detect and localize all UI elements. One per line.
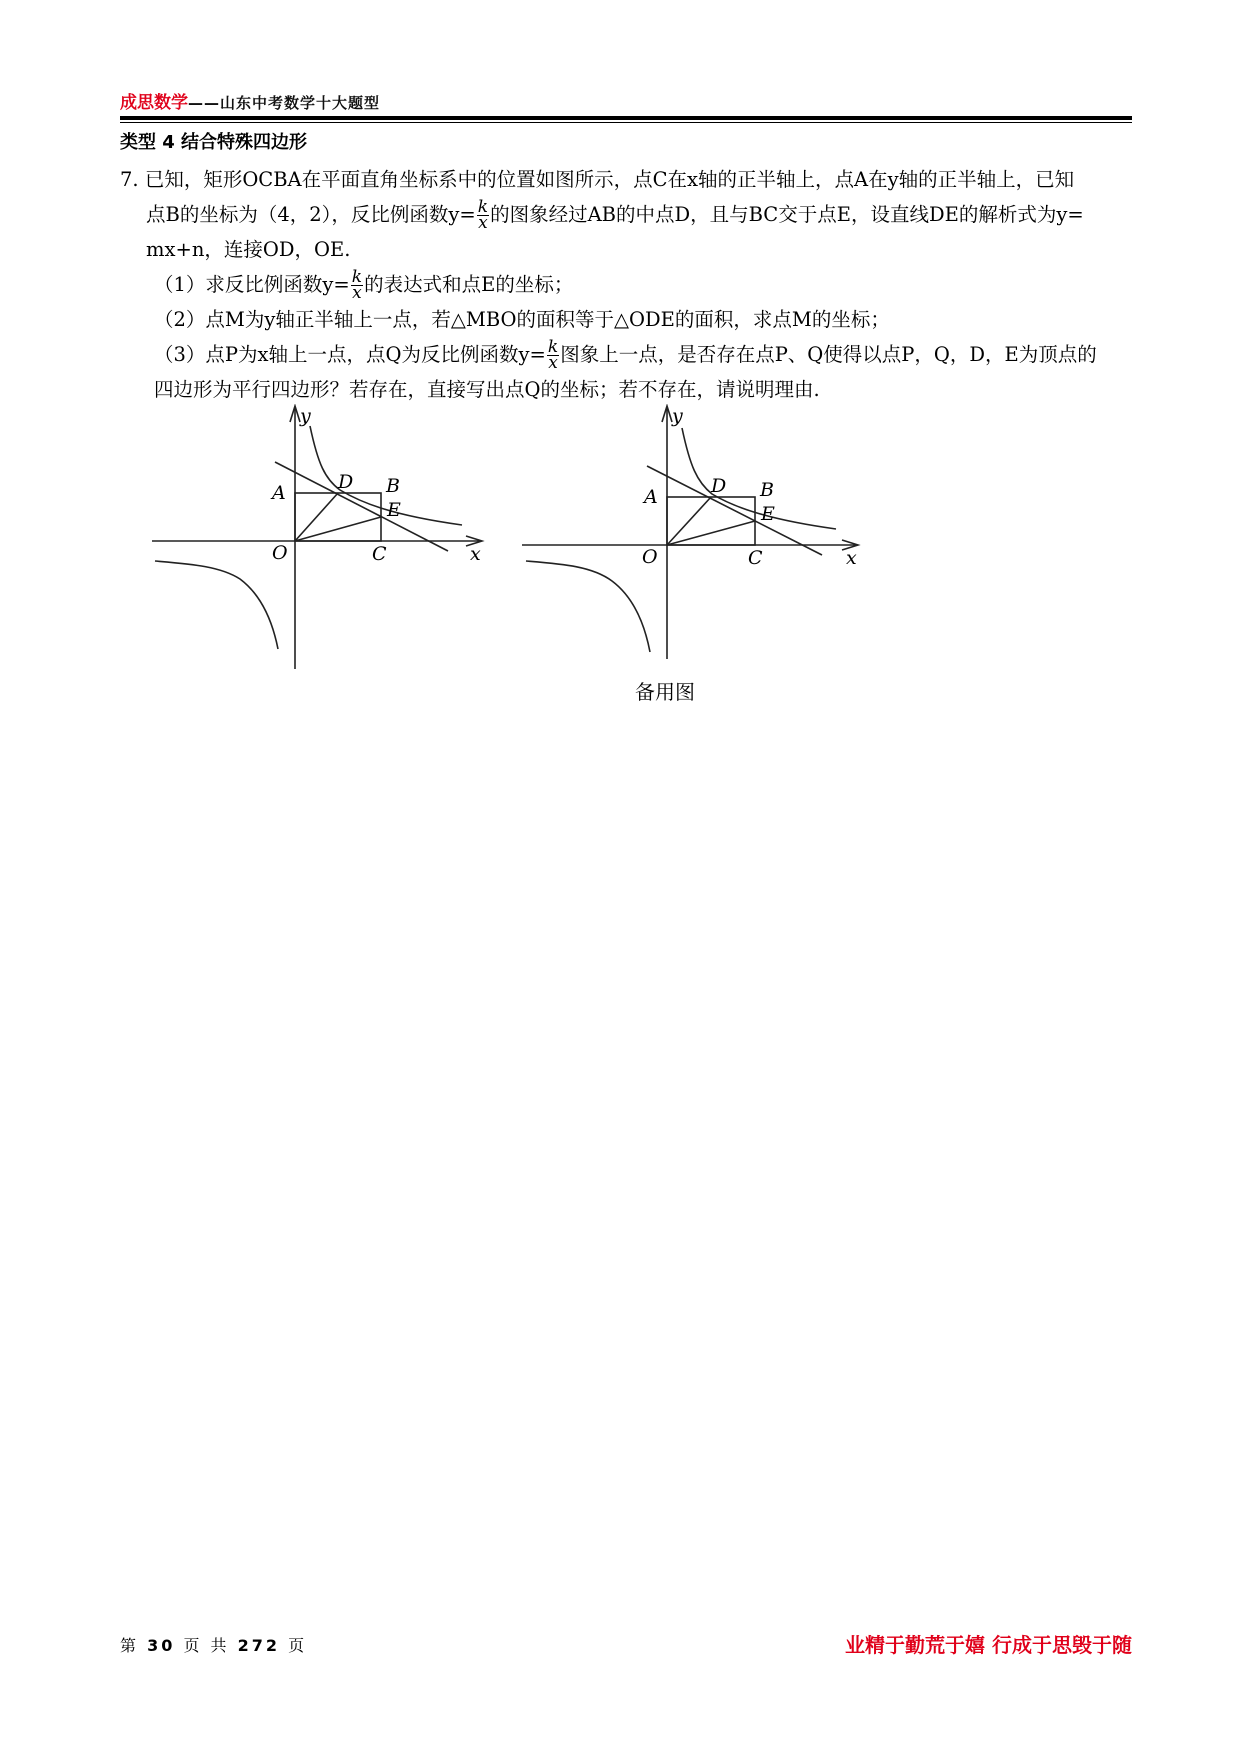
segment-od: [295, 493, 338, 541]
hyperbola-branch-1: [682, 428, 836, 529]
page-footer: [120, 1625, 1132, 1665]
label-b: B: [760, 479, 774, 501]
question-1-text-a: （1）求反比例函数y=: [154, 273, 350, 296]
frac-denominator: x: [352, 283, 362, 303]
label-y: y: [672, 405, 683, 427]
frac-denominator: x: [548, 353, 558, 373]
segment-oe: [295, 517, 381, 541]
problem-line-1: [120, 162, 1132, 197]
label-a: A: [644, 486, 658, 508]
question-3-text-a: （3）点P为x轴上一点，点Q为反比例函数y=: [154, 343, 546, 366]
page-prefix: 第: [120, 1636, 140, 1655]
page-current: 30: [147, 1636, 176, 1655]
footer-motto: 业精于勤荒于嬉 行成于思毁于随: [845, 1633, 1132, 1657]
question-3: [120, 337, 1132, 372]
figure-main: [152, 406, 482, 669]
frac-numerator: k: [477, 197, 489, 217]
frac-numerator: k: [547, 337, 559, 357]
page-total: 272: [237, 1636, 281, 1655]
question-1-text-b: 的表达式和点E的坐标；: [364, 273, 574, 296]
line-de: [647, 466, 822, 555]
label-d: D: [711, 475, 727, 497]
fraction-k-over-x: [351, 267, 363, 303]
header-rule: [120, 116, 1132, 120]
problem-number: 7.: [120, 168, 139, 191]
frac-denominator: x: [478, 213, 488, 233]
section-title: 类型 4 结合特殊四边形: [120, 132, 308, 153]
hyperbola-branch-2: [155, 561, 278, 649]
page-content: [120, 130, 1132, 407]
question-2: （2）点M为y轴正半轴上一点，若△MBO的面积等于△ODE的面积，求点M的坐标；: [154, 308, 890, 331]
label-e: E: [761, 503, 775, 525]
label-o: O: [272, 542, 288, 564]
problem-text-1: 已知，矩形OCBA在平面直角坐标系中的位置如图所示，点C在x轴的正半轴上，点A在y轴的正半轴上，已知: [144, 168, 1075, 191]
label-x: x: [846, 547, 857, 569]
problem-text-2b: 的图象经过AB的中点D，且与BC交于点E，设直线DE的解析式为y=: [490, 203, 1084, 226]
rectangle-ocba: [667, 497, 755, 545]
label-a: A: [272, 482, 286, 504]
label-c: C: [748, 547, 763, 569]
label-c: C: [372, 543, 387, 565]
fraction-k-over-x: [477, 197, 489, 233]
question-3-line-2: 四边形为平行四边形？若存在，直接写出点Q的坐标；若不存在，请说明理由.: [154, 378, 820, 401]
problem-line-3: mx+n，连接OD，OE.: [146, 238, 351, 261]
label-b: B: [386, 475, 400, 497]
label-y: y: [300, 405, 311, 427]
page-header: [120, 88, 1132, 124]
label-d: D: [338, 471, 354, 493]
fraction-k-over-x: [547, 337, 559, 373]
question-1: [120, 267, 1132, 302]
line-de: [275, 462, 448, 551]
rectangle-ocba: [295, 493, 381, 541]
segment-oe: [667, 521, 755, 545]
page-suffix: 页: [288, 1636, 308, 1655]
figures: [150, 404, 910, 724]
page-number: [120, 1633, 307, 1656]
figure-spare: [522, 406, 858, 659]
problem-line-2: [120, 197, 1132, 232]
problem-text-2a: 点B的坐标为（4，2），反比例函数y=: [146, 203, 476, 226]
label-o: O: [642, 546, 658, 568]
header-rule-thin: [120, 122, 1132, 123]
label-x: x: [470, 543, 481, 565]
header-subtitle: ——山东中考数学十大题型: [188, 94, 381, 112]
figure-caption: 备用图: [635, 680, 695, 704]
segment-od: [667, 497, 711, 545]
label-e: E: [387, 499, 401, 521]
frac-numerator: k: [351, 267, 363, 287]
question-3-text-b: 图象上一点，是否存在点P、Q使得以点P，Q，D，E为顶点的: [560, 343, 1097, 366]
header-brand: 成思数学: [120, 93, 188, 113]
hyperbola-branch-2: [526, 561, 650, 652]
problem-7: [120, 162, 1132, 407]
page-mid: 页 共: [183, 1636, 230, 1655]
